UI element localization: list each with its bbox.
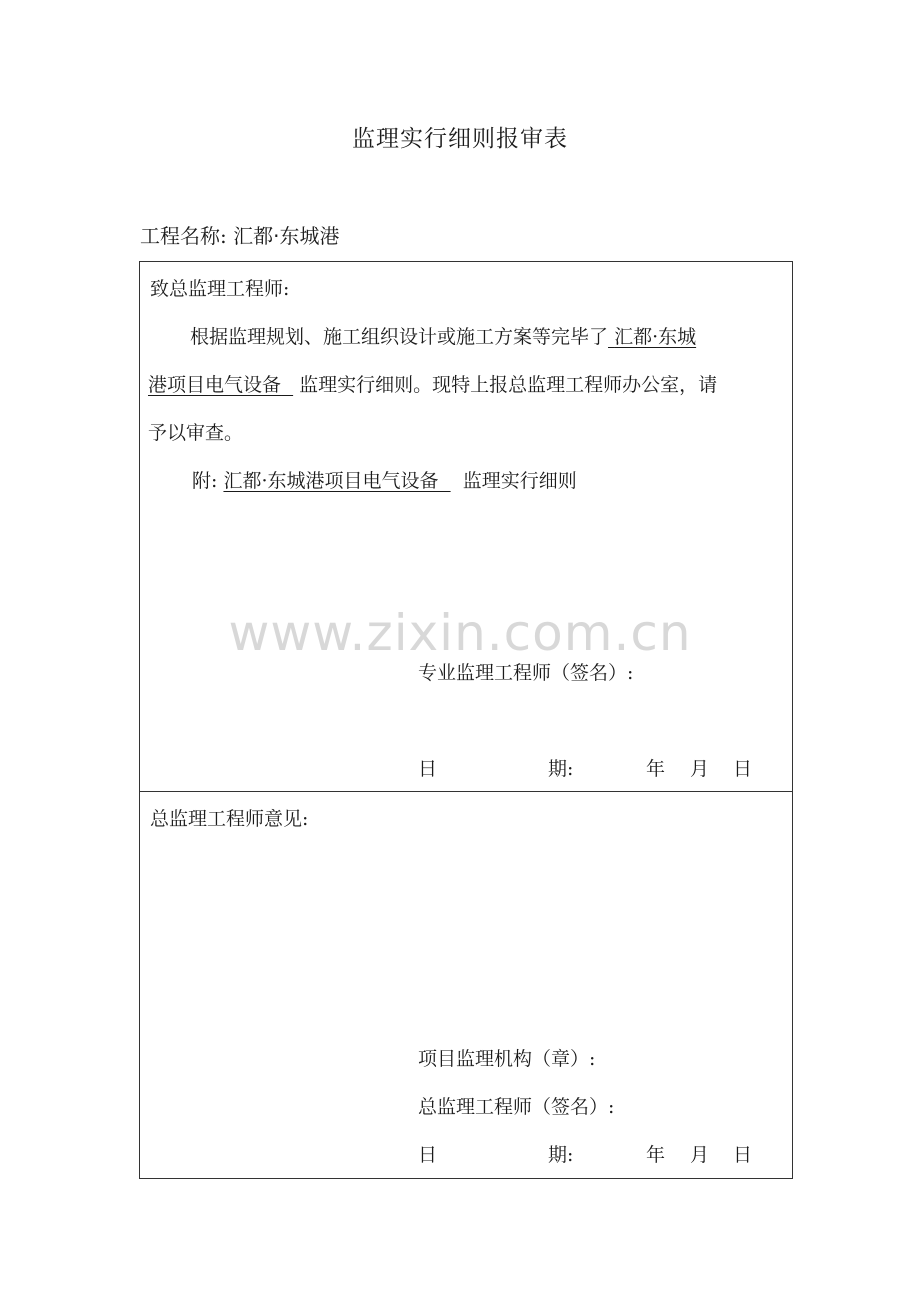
attachment-project (223, 470, 450, 492)
project-ref-part1-text: 汇都·东城 (614, 326, 697, 348)
paragraph-line-1-prefix: 根据监理规划、施工组织设计或施工方案等完毕了 (190, 326, 609, 348)
project-name-line (140, 220, 339, 249)
paragraph-line-3: 予以审查。 (148, 422, 244, 444)
project-ref-part1 (608, 326, 696, 348)
addressee: 致总监理工程师: (150, 278, 290, 300)
paragraph-line-2 (148, 370, 717, 397)
date-qi-label: 期: (548, 758, 574, 780)
attachment-label: 附: (192, 470, 218, 492)
paragraph-line-2-suffix: 监理实行细则。现特上报总监理工程师办公室，请 (299, 374, 718, 396)
specialist-signature-label: 专业监理工程师（签名）: (418, 662, 634, 684)
attachment-suffix: 监理实行细则 (462, 470, 577, 492)
watermark: www.zixin.com.cn (228, 604, 692, 662)
date-month-label: 月 (690, 758, 710, 780)
date-year-label: 年 (646, 1144, 666, 1166)
project-name-value: 汇都·东城港 (233, 224, 340, 248)
project-ref-part2 (148, 374, 293, 396)
date-ri-label: 日 (418, 1144, 438, 1166)
project-name-label: 工程名称: (140, 224, 227, 248)
date-ri-label: 日 (418, 758, 438, 780)
project-ref-part2-text: 港项目电气设备 (148, 374, 282, 396)
attachment-line (192, 466, 577, 493)
date-qi-label: 期: (548, 1144, 574, 1166)
date-year-label: 年 (646, 758, 666, 780)
paragraph-line-1 (190, 322, 696, 349)
submission-section (139, 261, 793, 792)
date-day-label: 日 (733, 1144, 753, 1166)
chief-opinion-heading: 总监理工程师意见: (150, 808, 309, 830)
chief-opinion-section (139, 791, 793, 1179)
date-day-label: 日 (733, 758, 753, 780)
supervision-org-seal-label: 项目监理机构（章）: (418, 1048, 596, 1070)
attachment-project-text: 汇都·东城港项目电气设备 (223, 470, 439, 492)
chief-signature-label: 总监理工程师（签名）: (418, 1096, 615, 1118)
page-title: 监理实行细则报审表 (352, 126, 568, 152)
date-month-label: 月 (690, 1144, 710, 1166)
